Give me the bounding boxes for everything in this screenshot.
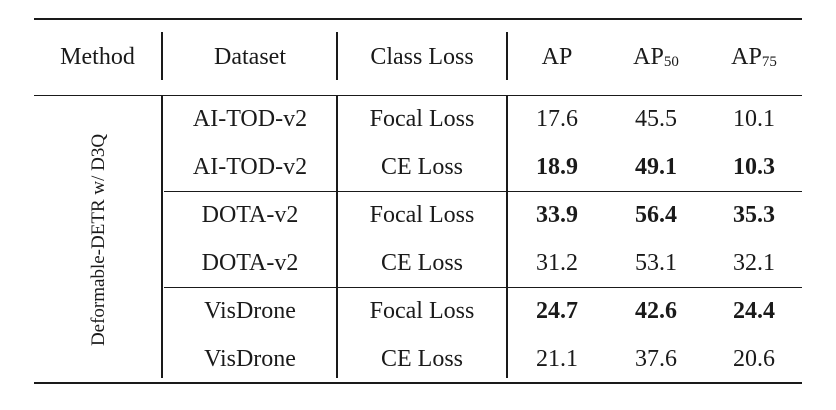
header-ap50: AP 50 [633, 43, 679, 70]
cell-dataset: VisDrone [204, 298, 296, 324]
cell-ap: 21.1 [536, 346, 578, 372]
cell-ap75: 24.4 [733, 298, 775, 324]
cell-ap: 18.9 [536, 154, 578, 180]
cell-ap50: 56.4 [635, 202, 677, 228]
cell-dataset: VisDrone [204, 346, 296, 372]
header-vline-1 [161, 32, 163, 80]
cell-ap50: 53.1 [635, 250, 677, 276]
cell-ap50: 42.6 [635, 298, 677, 324]
cell-dataset: DOTA-v2 [201, 250, 299, 276]
cell-ap75: 10.3 [733, 154, 775, 180]
cell-ap50: 45.5 [635, 106, 677, 132]
cell-dataset: AI-TOD-v2 [192, 106, 308, 132]
cell-ap75: 35.3 [733, 202, 775, 228]
cell-class-loss: Focal Loss [369, 298, 475, 324]
cell-class-loss: CE Loss [380, 154, 463, 180]
cell-class-loss: Focal Loss [369, 202, 475, 228]
cell-ap50: 37.6 [635, 346, 677, 372]
method-label: Deformable-DETR w/ D3Q [88, 133, 110, 347]
cell-ap50: 49.1 [635, 154, 677, 180]
results-table [34, 18, 802, 384]
header-method: Method [60, 43, 135, 70]
cell-ap: 31.2 [536, 250, 578, 276]
cell-dataset: DOTA-v2 [201, 202, 299, 228]
header-ap: AP [541, 43, 573, 70]
cell-ap75: 32.1 [733, 250, 775, 276]
cell-class-loss: CE Loss [380, 346, 463, 372]
cell-ap: 24.7 [536, 298, 578, 324]
cell-class-loss: Focal Loss [369, 106, 475, 132]
cell-ap75: 10.1 [733, 106, 775, 132]
cell-dataset: AI-TOD-v2 [192, 154, 308, 180]
cell-ap: 33.9 [536, 202, 578, 228]
header-class-loss: Class Loss [370, 43, 474, 70]
header-dataset: Dataset [214, 43, 286, 70]
cell-ap75: 20.6 [733, 346, 775, 372]
header-ap75: AP 75 [731, 43, 777, 70]
cell-ap: 17.6 [536, 106, 578, 132]
method-cell [34, 96, 164, 384]
cell-class-loss: CE Loss [380, 250, 463, 276]
